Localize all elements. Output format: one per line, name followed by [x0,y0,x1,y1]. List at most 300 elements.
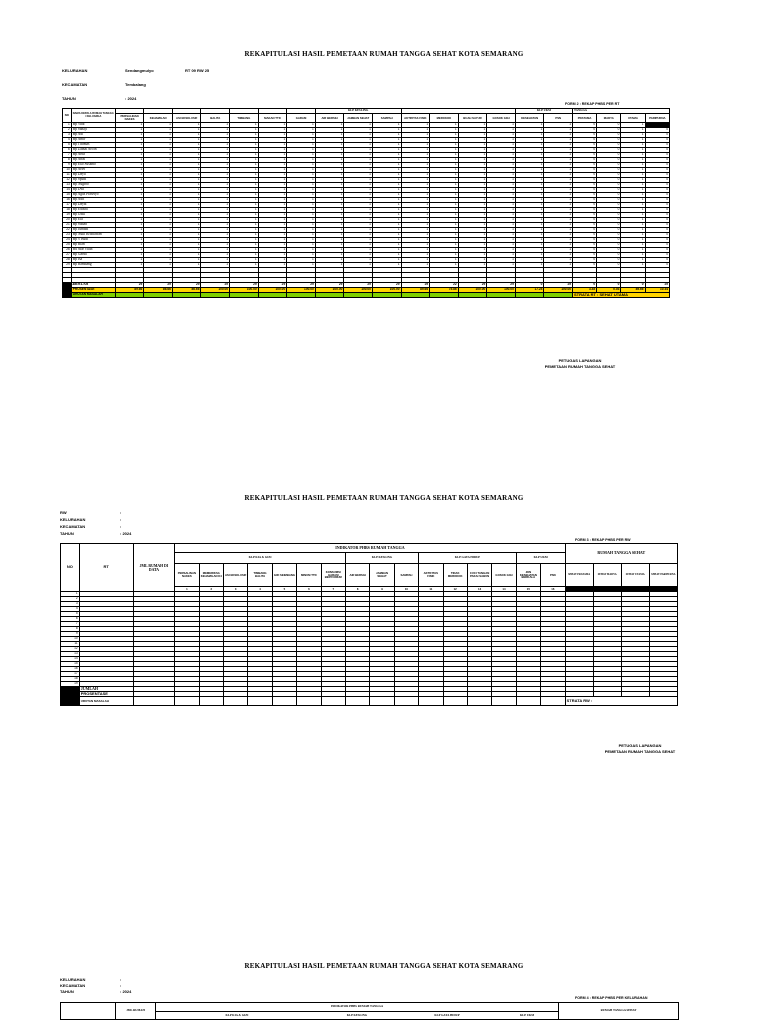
value-cell: 1 [458,198,487,203]
value-cell: 1 [544,123,573,128]
group-kia: KLP KIA & GIZI [175,553,346,564]
value-cell: 1 [487,208,516,213]
row-number: 25 [63,243,72,248]
value-cell: 1 [372,208,401,213]
prosentase-value: 100.00 [372,288,401,293]
colon: : [120,524,122,529]
kk-name: Bp Jumadi [71,228,115,233]
indicator-header: GOSOK GIGI [492,564,516,587]
form-label: FORM 2 : REKAP PHBS PER RT [565,102,620,106]
value-cell: 1 [515,228,544,233]
value-cell: 1 [287,223,316,228]
indicator-header: PERSALINAN NAKES [115,114,144,123]
value-cell: 1 [544,168,573,173]
column-number: 15 [516,587,540,592]
empty-cell [199,697,223,706]
value-cell: 1 [344,173,373,178]
value-cell: 1 [458,133,487,138]
value-cell: 1 [430,163,459,168]
prosentase-value: 100.00 [230,288,259,293]
row-number: 5 [63,143,72,148]
value-cell: 1 [515,233,544,238]
indicator-header: JAMBAN SEHAT [370,564,394,587]
value-cell: 1 [287,153,316,158]
value-cell: 1 [315,138,344,143]
value-cell: 1 [172,263,201,268]
column-number: 11 [419,587,443,592]
row-number: 6 [61,617,80,622]
rts-header: RUMAH TANGGA SEHAT [559,1003,679,1020]
value-cell: 1 [258,203,287,208]
value-cell: 1 [287,133,316,138]
value-cell: 1 [344,148,373,153]
value-cell: 1 [258,153,287,158]
value-cell: 1 [515,248,544,253]
row-number: 17 [61,672,80,677]
value-cell: 1 [201,153,230,158]
tahun-value: : 2024 [120,989,132,994]
indicator-header: TIMBANG [230,114,259,123]
value-cell: 1 [315,193,344,198]
value-cell: 0 [597,263,621,268]
value-cell: 1 [458,158,487,163]
value-cell: 1 [458,208,487,213]
kk-name: Bp Adit [71,198,115,203]
value-cell: 1 [315,148,344,153]
urutan-cell [287,293,316,298]
value-cell: 1 [621,158,645,163]
group-ukm: KLP UKM [519,1012,535,1017]
empty-cell [419,697,443,706]
value-cell: 1 [621,233,645,238]
no-header: NO [61,544,80,592]
jumlah-value: 29 [544,283,573,288]
value-cell: 1 [315,123,344,128]
value-cell: 1 [201,218,230,223]
value-cell: 1 [115,238,144,243]
value-cell: 1 [144,243,173,248]
strata-header: PARIPURNA [645,114,669,123]
value-cell: 1 [544,223,573,228]
value-cell: 1 [372,248,401,253]
value-cell: 1 [258,178,287,183]
value-cell: 1 [315,263,344,268]
value-cell: 1 [487,253,516,258]
value-cell: 1 [515,183,544,188]
value-cell: 1 [515,203,544,208]
value-cell: 1 [344,208,373,213]
value-cell: 1 [621,198,645,203]
value-cell: 1 [344,188,373,193]
value-cell: 1 [172,228,201,233]
value-cell: 0 [645,138,669,143]
value-cell: 1 [401,173,430,178]
value-cell: 0 [573,183,597,188]
kecamatan-label: KECAMATAN [60,983,86,988]
value-cell: 1 [487,203,516,208]
value-cell: 1 [401,148,430,153]
value-cell: 1 [201,158,230,163]
value-cell: 1 [201,263,230,268]
row-number: 10 [63,168,72,173]
value-cell: 1 [515,253,544,258]
empty-cell [272,697,296,706]
value-cell: 1 [315,173,344,178]
empty-cell [321,697,345,706]
value-cell: 1 [515,178,544,183]
group-gaya-hidup: KLP GAYA HIDUP [419,553,517,564]
value-cell: 1 [344,163,373,168]
value-cell: 1 [487,248,516,253]
value-cell: 1 [230,153,259,158]
value-cell: 1 [401,243,430,248]
value-cell: 1 [544,208,573,213]
value-cell: 1 [401,223,430,228]
value-cell: 1 [401,133,430,138]
value-cell: 1 [230,148,259,153]
kk-name: Bp Zainal Arifin [71,148,115,153]
signature-line-1: PETUGAS LAPANGAN [618,743,662,748]
group-headers [156,1012,559,1020]
value-cell: 1 [487,263,516,268]
value-cell: 1 [230,238,259,243]
no-header: NO [63,109,72,123]
value-cell: 1 [458,223,487,228]
value-cell: 1 [621,243,645,248]
indicator-header: AKTIFITAS FISIK [401,114,430,123]
value-cell: 0 [597,138,621,143]
value-cell: 1 [458,238,487,243]
value-cell: 1 [172,243,201,248]
group-header-ukm: KLP UKM [515,109,572,114]
urutan-marker [63,293,72,298]
value-cell: 1 [401,203,430,208]
value-cell: 0 [645,263,669,268]
kelurahan-label: KELURAHAN [60,517,86,522]
value-cell: 1 [515,258,544,263]
row-number: 19 [61,682,80,687]
value-cell: 1 [621,148,645,153]
value-cell: 0 [597,233,621,238]
value-cell: 1 [230,218,259,223]
value-cell: 0 [573,263,597,268]
indicator-header: GIZI SEIMBANG [272,564,296,587]
value-cell: 1 [172,208,201,213]
column-number: 6 [297,587,321,592]
value-cell: 1 [487,168,516,173]
kk-name: Bp Sudah [71,223,115,228]
row-number: 3 [63,133,72,138]
value-cell: 1 [430,258,459,263]
kk-name: Bp Isa [71,258,115,263]
value-cell: 1 [621,248,645,253]
value-cell: 1 [230,188,259,193]
value-cell: 0 [597,223,621,228]
value-cell: 1 [258,243,287,248]
value-cell: 1 [230,178,259,183]
value-cell: 1 [487,228,516,233]
signature-line-1: PETUGAS LAPANGAN [558,358,602,363]
value-cell: 1 [515,133,544,138]
value-cell: 1 [344,158,373,163]
value-cell: 1 [172,178,201,183]
indicator-header: MINUM TTD [297,564,321,587]
value-cell: 1 [544,193,573,198]
value-cell: 1 [230,193,259,198]
value-cell: 1 [372,163,401,168]
value-cell: 1 [115,228,144,233]
value-cell: 0 [597,258,621,263]
value-cell: 0 [573,213,597,218]
value-cell: 0 [573,178,597,183]
jumlah-label: JUMLAH [79,687,133,692]
prosentase-value: 100.00 [344,288,373,293]
jumlah-label: JUMLAH [64,282,77,287]
value-cell: 1 [201,223,230,228]
tahun-value: : 2024 [125,96,137,101]
value-cell: 0 [645,208,669,213]
value-cell: 1 [544,143,573,148]
value-cell: 1 [201,203,230,208]
indicator-header: BUAH SAYUR [458,114,487,123]
empty-cell [223,697,247,706]
value-cell: 1 [430,123,459,128]
value-cell: 1 [144,153,173,158]
value-cell: 1 [458,143,487,148]
value-cell: 1 [487,218,516,223]
value-cell: 1 [487,213,516,218]
urutan-cell [487,293,516,298]
jumlah-value: 29 [458,283,487,288]
value-cell: 1 [172,138,201,143]
value-cell: 1 [621,133,645,138]
value-cell: 1 [315,243,344,248]
strata-rw: STRATA RW : [565,697,677,706]
value-cell: 1 [287,163,316,168]
kk-name: Bp Yudi [71,123,115,128]
value-cell: 1 [201,123,230,128]
value-cell: 1 [621,228,645,233]
jumlah-value: 29 [645,283,669,288]
urutan-cell [458,293,487,298]
value-cell: 1 [372,123,401,128]
value-cell: 1 [487,258,516,263]
indicator-header: SAMPAH [394,564,418,587]
value-cell: 0 [573,143,597,148]
value-cell: 1 [544,253,573,258]
value-cell: 1 [401,183,430,188]
no-header [61,1003,116,1020]
value-cell: 1 [458,258,487,263]
value-cell: 1 [621,153,645,158]
value-cell: 1 [430,228,459,233]
value-cell: 1 [487,223,516,228]
row-number: 4 [61,607,80,612]
value-cell: 0 [645,123,669,128]
column-number: 2 [199,587,223,592]
urutan-cell [515,293,544,298]
value-cell: 1 [401,193,430,198]
value-cell: 1 [372,178,401,183]
value-cell: 1 [544,243,573,248]
indicator-header: KONSUMSI GARAM BERYODIUM [321,564,345,587]
value-cell: 1 [401,198,430,203]
group-kesling: KLP KESLING [346,1012,368,1017]
value-cell: 1 [430,193,459,198]
value-cell: 1 [430,208,459,213]
urutan-label: URUTAN MASALAH [71,293,115,298]
value-cell: 1 [487,173,516,178]
kk-name: Bu Mar Yilah [71,248,115,253]
prosentase-value: 86.66 [144,288,173,293]
column-number: 13 [467,587,491,592]
value-cell: 0 [597,183,621,188]
urutan-cell [172,293,201,298]
value-cell: 1 [458,248,487,253]
value-cell: 1 [115,213,144,218]
value-cell: 0 [645,173,669,178]
value-cell: 0 [645,223,669,228]
value-cell: 1 [115,178,144,183]
jumlah-value: 29 [115,283,144,288]
value-cell: 1 [315,163,344,168]
value-cell: 1 [258,208,287,213]
value-cell: 0 [597,148,621,153]
value-cell: 1 [401,128,430,133]
value-cell: 1 [515,168,544,173]
value-cell: 1 [230,123,259,128]
tahun-label: TAHUN [60,989,74,994]
value-cell: 1 [344,263,373,268]
prosentase-value: 89.66 [621,288,645,293]
value-cell: 1 [372,228,401,233]
value-cell: 1 [487,133,516,138]
value-cell: 0 [573,248,597,253]
signature-line-2: PEMETAAN RUMAH TANGGA SEHAT [544,363,616,369]
value-cell: 1 [621,173,645,178]
jumlah-value: 29 [315,283,344,288]
value-cell: 0 [573,158,597,163]
value-cell: 1 [258,138,287,143]
value-cell: 1 [344,228,373,233]
indicator-header: AIR BERSIH [345,564,369,587]
value-cell: 1 [458,148,487,153]
value-cell: 1 [315,188,344,193]
value-cell: 1 [315,158,344,163]
value-cell: 1 [515,238,544,243]
value-cell: 1 [430,203,459,208]
value-cell: 1 [544,163,573,168]
prosentase-label: PROSENTASE [79,692,133,697]
value-cell: 1 [544,133,573,138]
value-cell: 0 [573,208,597,213]
value-cell: 1 [258,193,287,198]
value-cell: 1 [621,163,645,168]
value-cell: 1 [172,158,201,163]
value-cell: 1 [430,138,459,143]
value-cell: 1 [115,148,144,153]
value-cell: 1 [287,143,316,148]
value-cell: 1 [344,133,373,138]
urutan-row [61,697,678,706]
value-cell: 0 [645,133,669,138]
value-cell: 1 [401,263,430,268]
value-cell: 1 [458,243,487,248]
value-cell: 1 [201,138,230,143]
value-cell: 1 [458,163,487,168]
value-cell: 1 [372,138,401,143]
value-cell: 1 [172,168,201,173]
jumlah-value: 0 [573,283,597,288]
value-cell: 1 [372,198,401,203]
value-cell: 1 [115,263,144,268]
rt-rw-value: RT 09 RW 25 [185,68,210,73]
jumlah-value: 29 [487,283,516,288]
value-cell: 0 [573,238,597,243]
value-cell: 1 [544,238,573,243]
value-cell: 1 [315,143,344,148]
value-cell: 0 [645,128,669,133]
value-cell: 1 [430,248,459,253]
value-cell: 1 [401,213,430,218]
value-cell: 1 [172,183,201,188]
value-cell: 1 [458,173,487,178]
jumlah-value: 29 [287,283,316,288]
value-cell: 1 [144,123,173,128]
row-number: 3 [61,602,80,607]
value-cell: 1 [544,213,573,218]
nama-header: NAMA KEPALA RUMAH TANGGA / KELUARGA [71,109,115,123]
kk-name: Bp Arief [71,168,115,173]
urutan-cell [372,293,401,298]
value-cell: 1 [230,248,259,253]
value-cell: 0 [573,173,597,178]
value-cell: 1 [430,218,459,223]
indicator-header: TIDAK MEROKOK [443,564,467,587]
row-number: 1 [61,592,80,597]
value-cell: 1 [458,213,487,218]
value-cell: 1 [515,158,544,163]
value-cell: 1 [621,223,645,228]
value-cell: 1 [287,188,316,193]
value-cell: 0 [597,173,621,178]
value-cell: 1 [372,148,401,153]
indicator-header: PSN [544,114,573,123]
form-label: FORM 3 : REKAP PHBS PER RW [575,538,631,542]
row-number: 17 [63,203,72,208]
value-cell: 1 [144,128,173,133]
value-cell: 1 [372,218,401,223]
value-cell: 1 [430,238,459,243]
kk-name: Bp Udik [71,213,115,218]
value-cell: 1 [144,238,173,243]
value-cell: 1 [344,243,373,248]
tahun-value: : 2024 [120,531,132,536]
column-number: 12 [443,587,467,592]
value-cell: 0 [645,228,669,233]
urutan-cell [201,293,230,298]
kk-name: Bp Bambang [71,263,115,268]
indicator-header: AIR BERSIH [315,114,344,123]
value-cell: 1 [401,178,430,183]
value-cell: 0 [645,148,669,153]
indicator-header: GOSOK GIGI [487,114,516,123]
value-cell: 1 [430,143,459,148]
value-cell: 1 [315,198,344,203]
value-cell: 1 [515,128,544,133]
value-cell: 1 [430,233,459,238]
value-cell: 1 [372,263,401,268]
